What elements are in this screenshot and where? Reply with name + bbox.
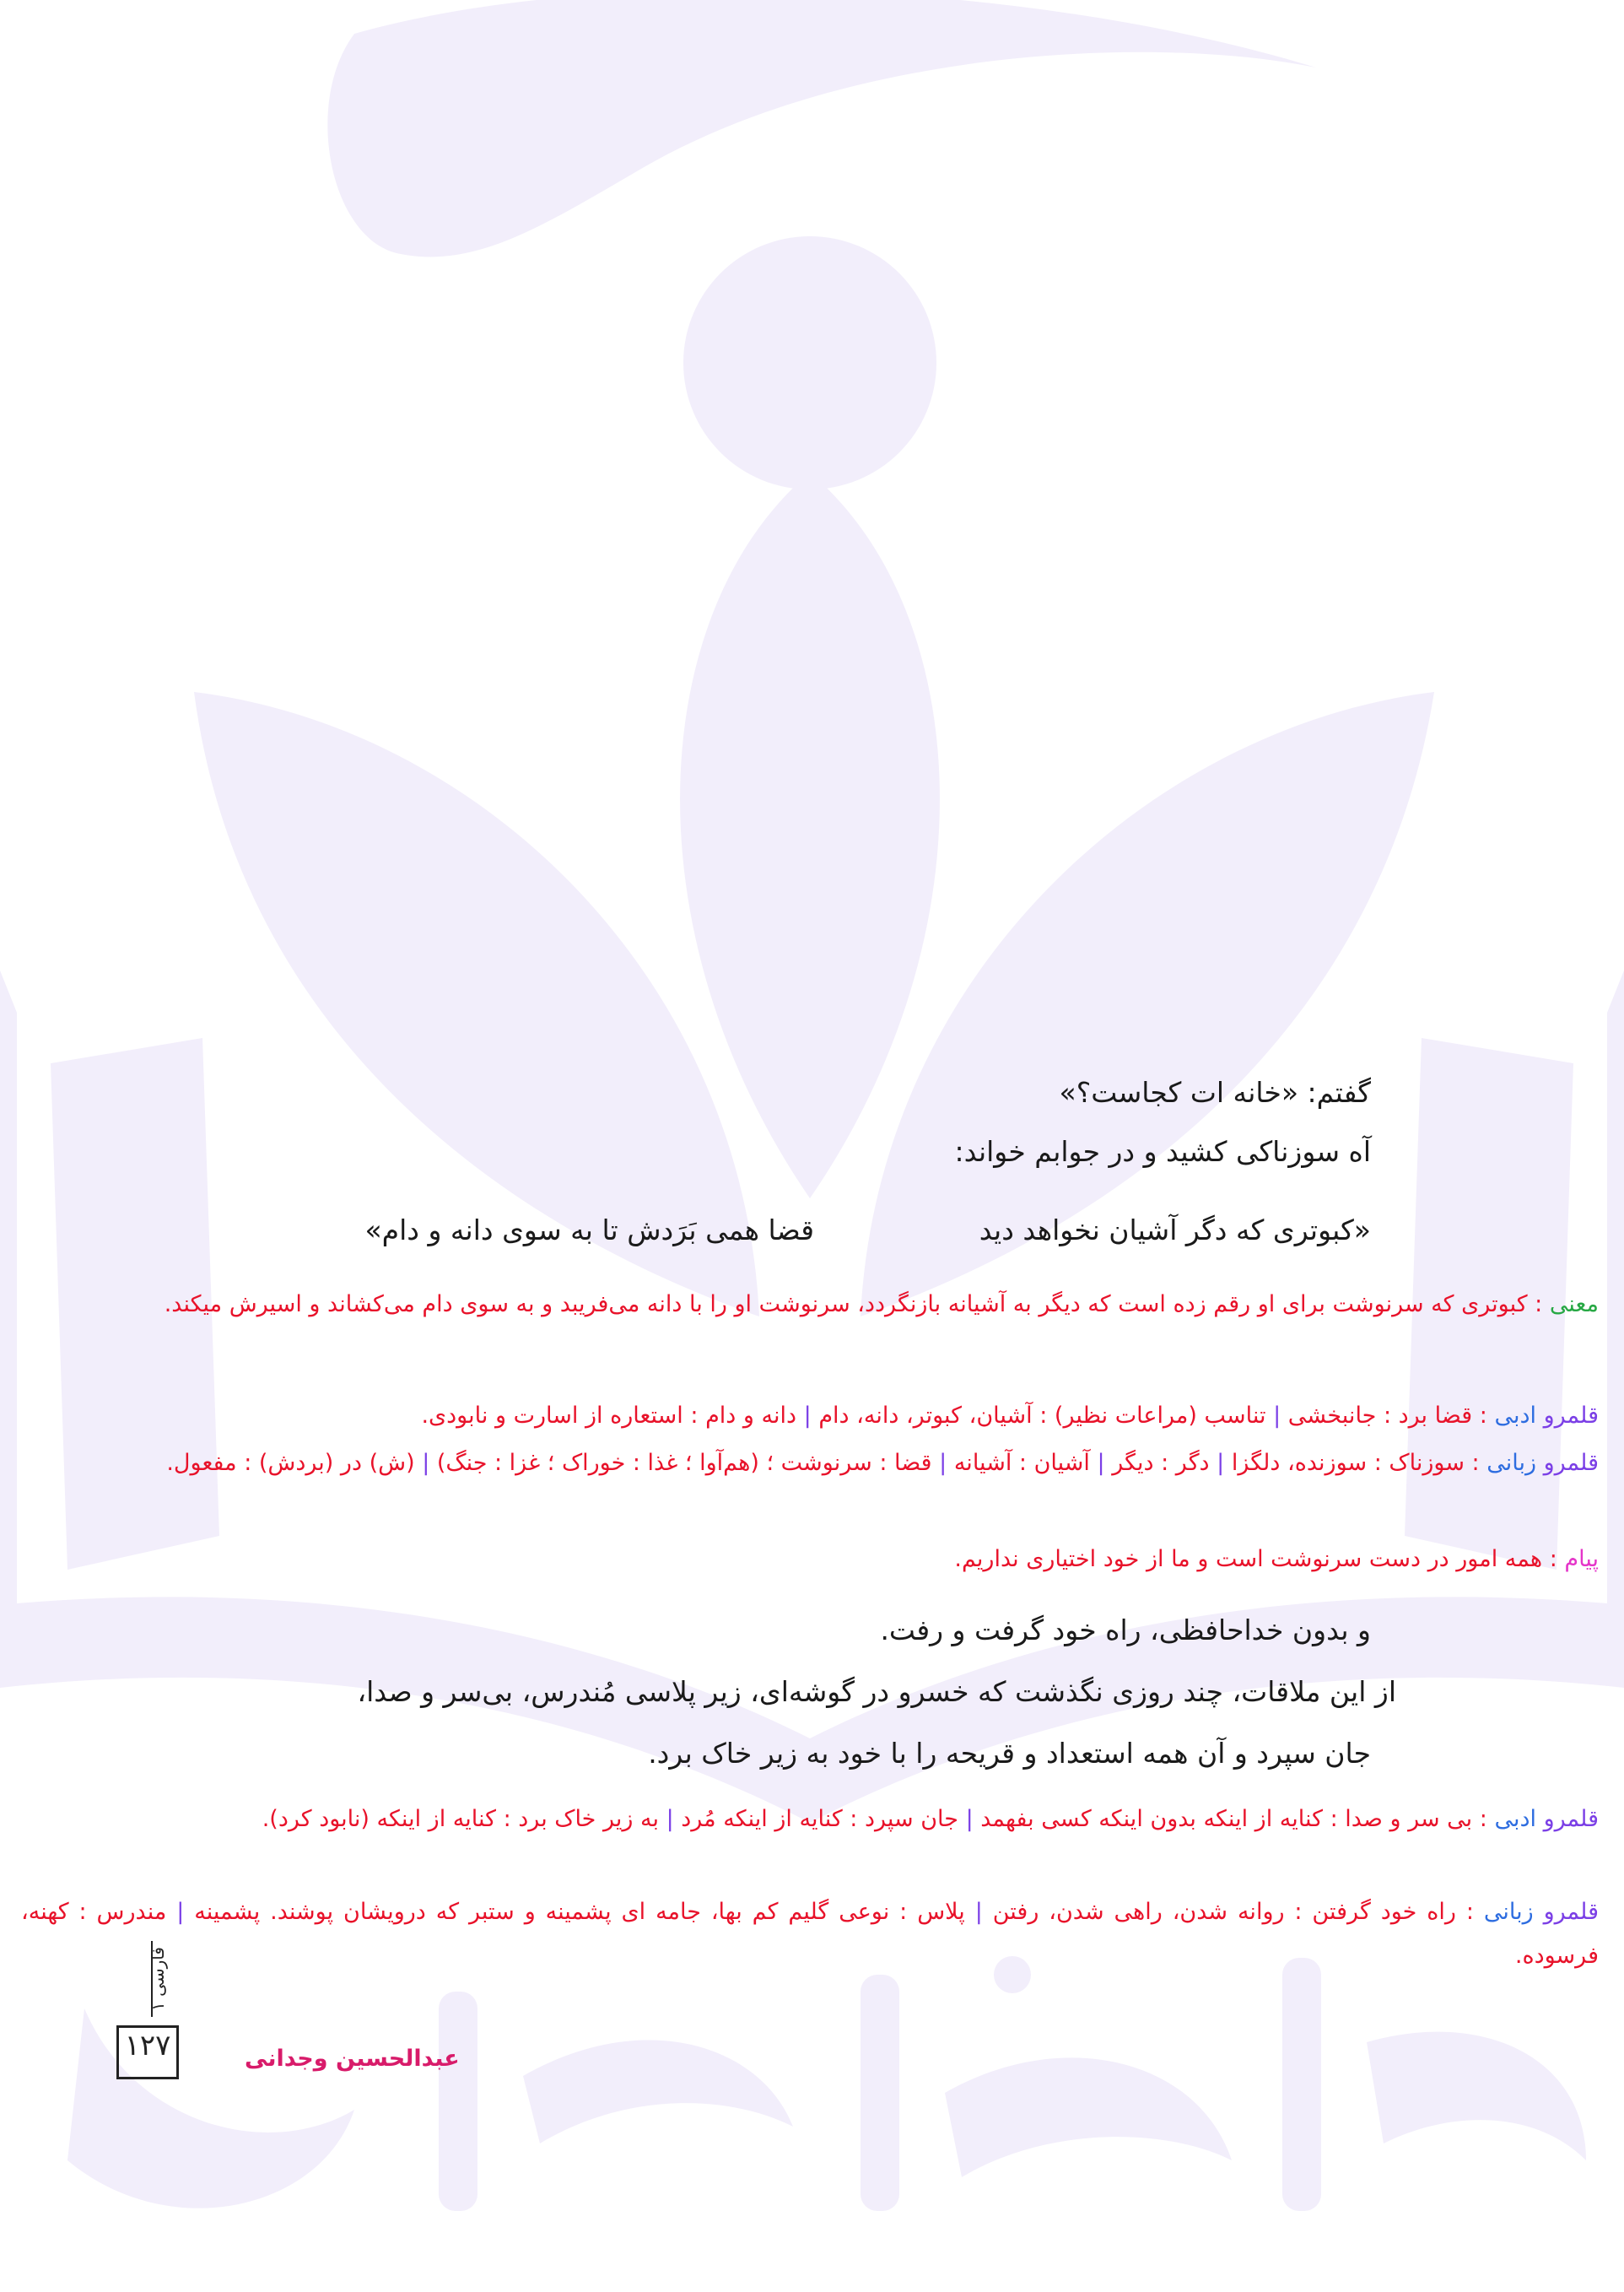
linguistic-note-2: [21, 1890, 1599, 1978]
message-text: : همه امور در دست سرنوشت است و ما از خود اختیاری نداریم.: [954, 1546, 1565, 1572]
story-line-1: گفتم: «خانه ات کجاست؟»: [1059, 1076, 1371, 1109]
story-line-3: و بدون خداحافظی، راه خود گرفت و رفت.: [880, 1614, 1371, 1646]
message-note: [21, 1538, 1599, 1581]
author-name: عبدالحسین وجدانی: [245, 2046, 460, 2072]
page-number: ۱۲۷: [124, 2029, 171, 2062]
literary-note-1: [21, 1394, 1599, 1438]
literary-label-a: قلمرو: [1543, 1403, 1599, 1429]
meaning-label: معنی: [1549, 1291, 1599, 1317]
meaning-text: : کبوتری که سرنوشت برای او رقم زده است که دیگر به آشیانه بازنگردد، سرنوشت او را با دانه می‌فریبد و به سوی دام می‌کشاند و اسیرش میکند.: [164, 1291, 1550, 1317]
linguistic-item: : سوزناک : سوزنده، دلگزا: [1224, 1450, 1487, 1476]
linguistic-item: آشیان : آشیانه: [947, 1450, 1098, 1476]
separator: |: [176, 1899, 185, 1925]
literary-item: : بی سر و صدا : کنایه از اینکه بدون اینکه کسی بفهمد: [973, 1806, 1495, 1832]
literary-item: تناسب (مراعات نظیر) : آشیان، کبوتر، دانه، دام: [811, 1403, 1274, 1429]
separator: |: [1273, 1403, 1281, 1429]
separator: |: [666, 1806, 674, 1832]
verse-hemistich-2: قضا همی بَرَدش تا به سوی دانه و دام»: [364, 1214, 814, 1246]
literary-label-b: ادبی: [1494, 1806, 1537, 1832]
linguistic-item: قضا : سرنوشت ؛ (هم‌آوا ؛ غذا : خوراک ؛ غزا : جنگ): [429, 1450, 940, 1476]
literary-note-2: [21, 1797, 1599, 1841]
linguistic-note-1: [21, 1441, 1599, 1485]
story-line-4: از این ملاقات، چند روزی نگذشت که خسرو در گوشه‌ای، زیر پلاسی مُندرس، بی‌سر و صدا،: [357, 1675, 1396, 1708]
literary-item: دانه و دام : استعاره از اسارت و نابودی.: [421, 1403, 804, 1429]
linguistic-label-a: قلمرو: [1543, 1899, 1600, 1925]
linguistic-item: پلاس : نوعی گلیم کم بها، جامه ای پشمینه و ستبر که درویشان پوشند. پشمینه: [184, 1899, 975, 1925]
separator: |: [939, 1450, 947, 1476]
book-title: فارسی ۱: [148, 1947, 168, 2011]
literary-item: به زیر خاک برد : کنایه از اینکه (نابود کرد).: [262, 1806, 666, 1832]
linguistic-item: مندرس : کهنه، فرسوده.: [21, 1899, 1599, 1969]
linguistic-item: (ش) در (بردش) : مفعول.: [166, 1450, 423, 1476]
separator: |: [803, 1403, 812, 1429]
linguistic-item: : راه خود گرفتن : روانه شدن، راهی شدن، رفتن: [982, 1899, 1484, 1925]
message-label: پیام: [1564, 1546, 1599, 1572]
separator: |: [422, 1450, 430, 1476]
linguistic-label-a: قلمرو: [1543, 1450, 1599, 1476]
story-line-2: آه سوزناکی کشید و در جوابم خواند:: [954, 1135, 1371, 1168]
separator: |: [965, 1806, 974, 1832]
linguistic-label-b: زبانی: [1483, 1899, 1534, 1925]
book-title-vertical: [127, 1941, 177, 2017]
linguistic-label-b: زبانی: [1486, 1450, 1537, 1476]
literary-item: : قضا برد : جانبخشی: [1281, 1403, 1495, 1429]
literary-item: جان سپرد : کنایه از اینکه مُرد: [673, 1806, 966, 1832]
literary-label-b: ادبی: [1494, 1403, 1537, 1429]
meaning-note: [21, 1283, 1599, 1327]
literary-label-a: قلمرو: [1543, 1806, 1599, 1832]
separator: |: [974, 1899, 983, 1925]
story-line-5: جان سپرد و آن همه استعداد و قریحه را با خود به زیر خاک برد.: [648, 1737, 1371, 1770]
linguistic-item: دگر : دیگر: [1104, 1450, 1217, 1476]
separator: |: [1217, 1450, 1225, 1476]
separator: |: [1097, 1450, 1105, 1476]
verse-hemistich-1: «کبوتری که دگر آشیان نخواهد دید: [979, 1214, 1371, 1246]
